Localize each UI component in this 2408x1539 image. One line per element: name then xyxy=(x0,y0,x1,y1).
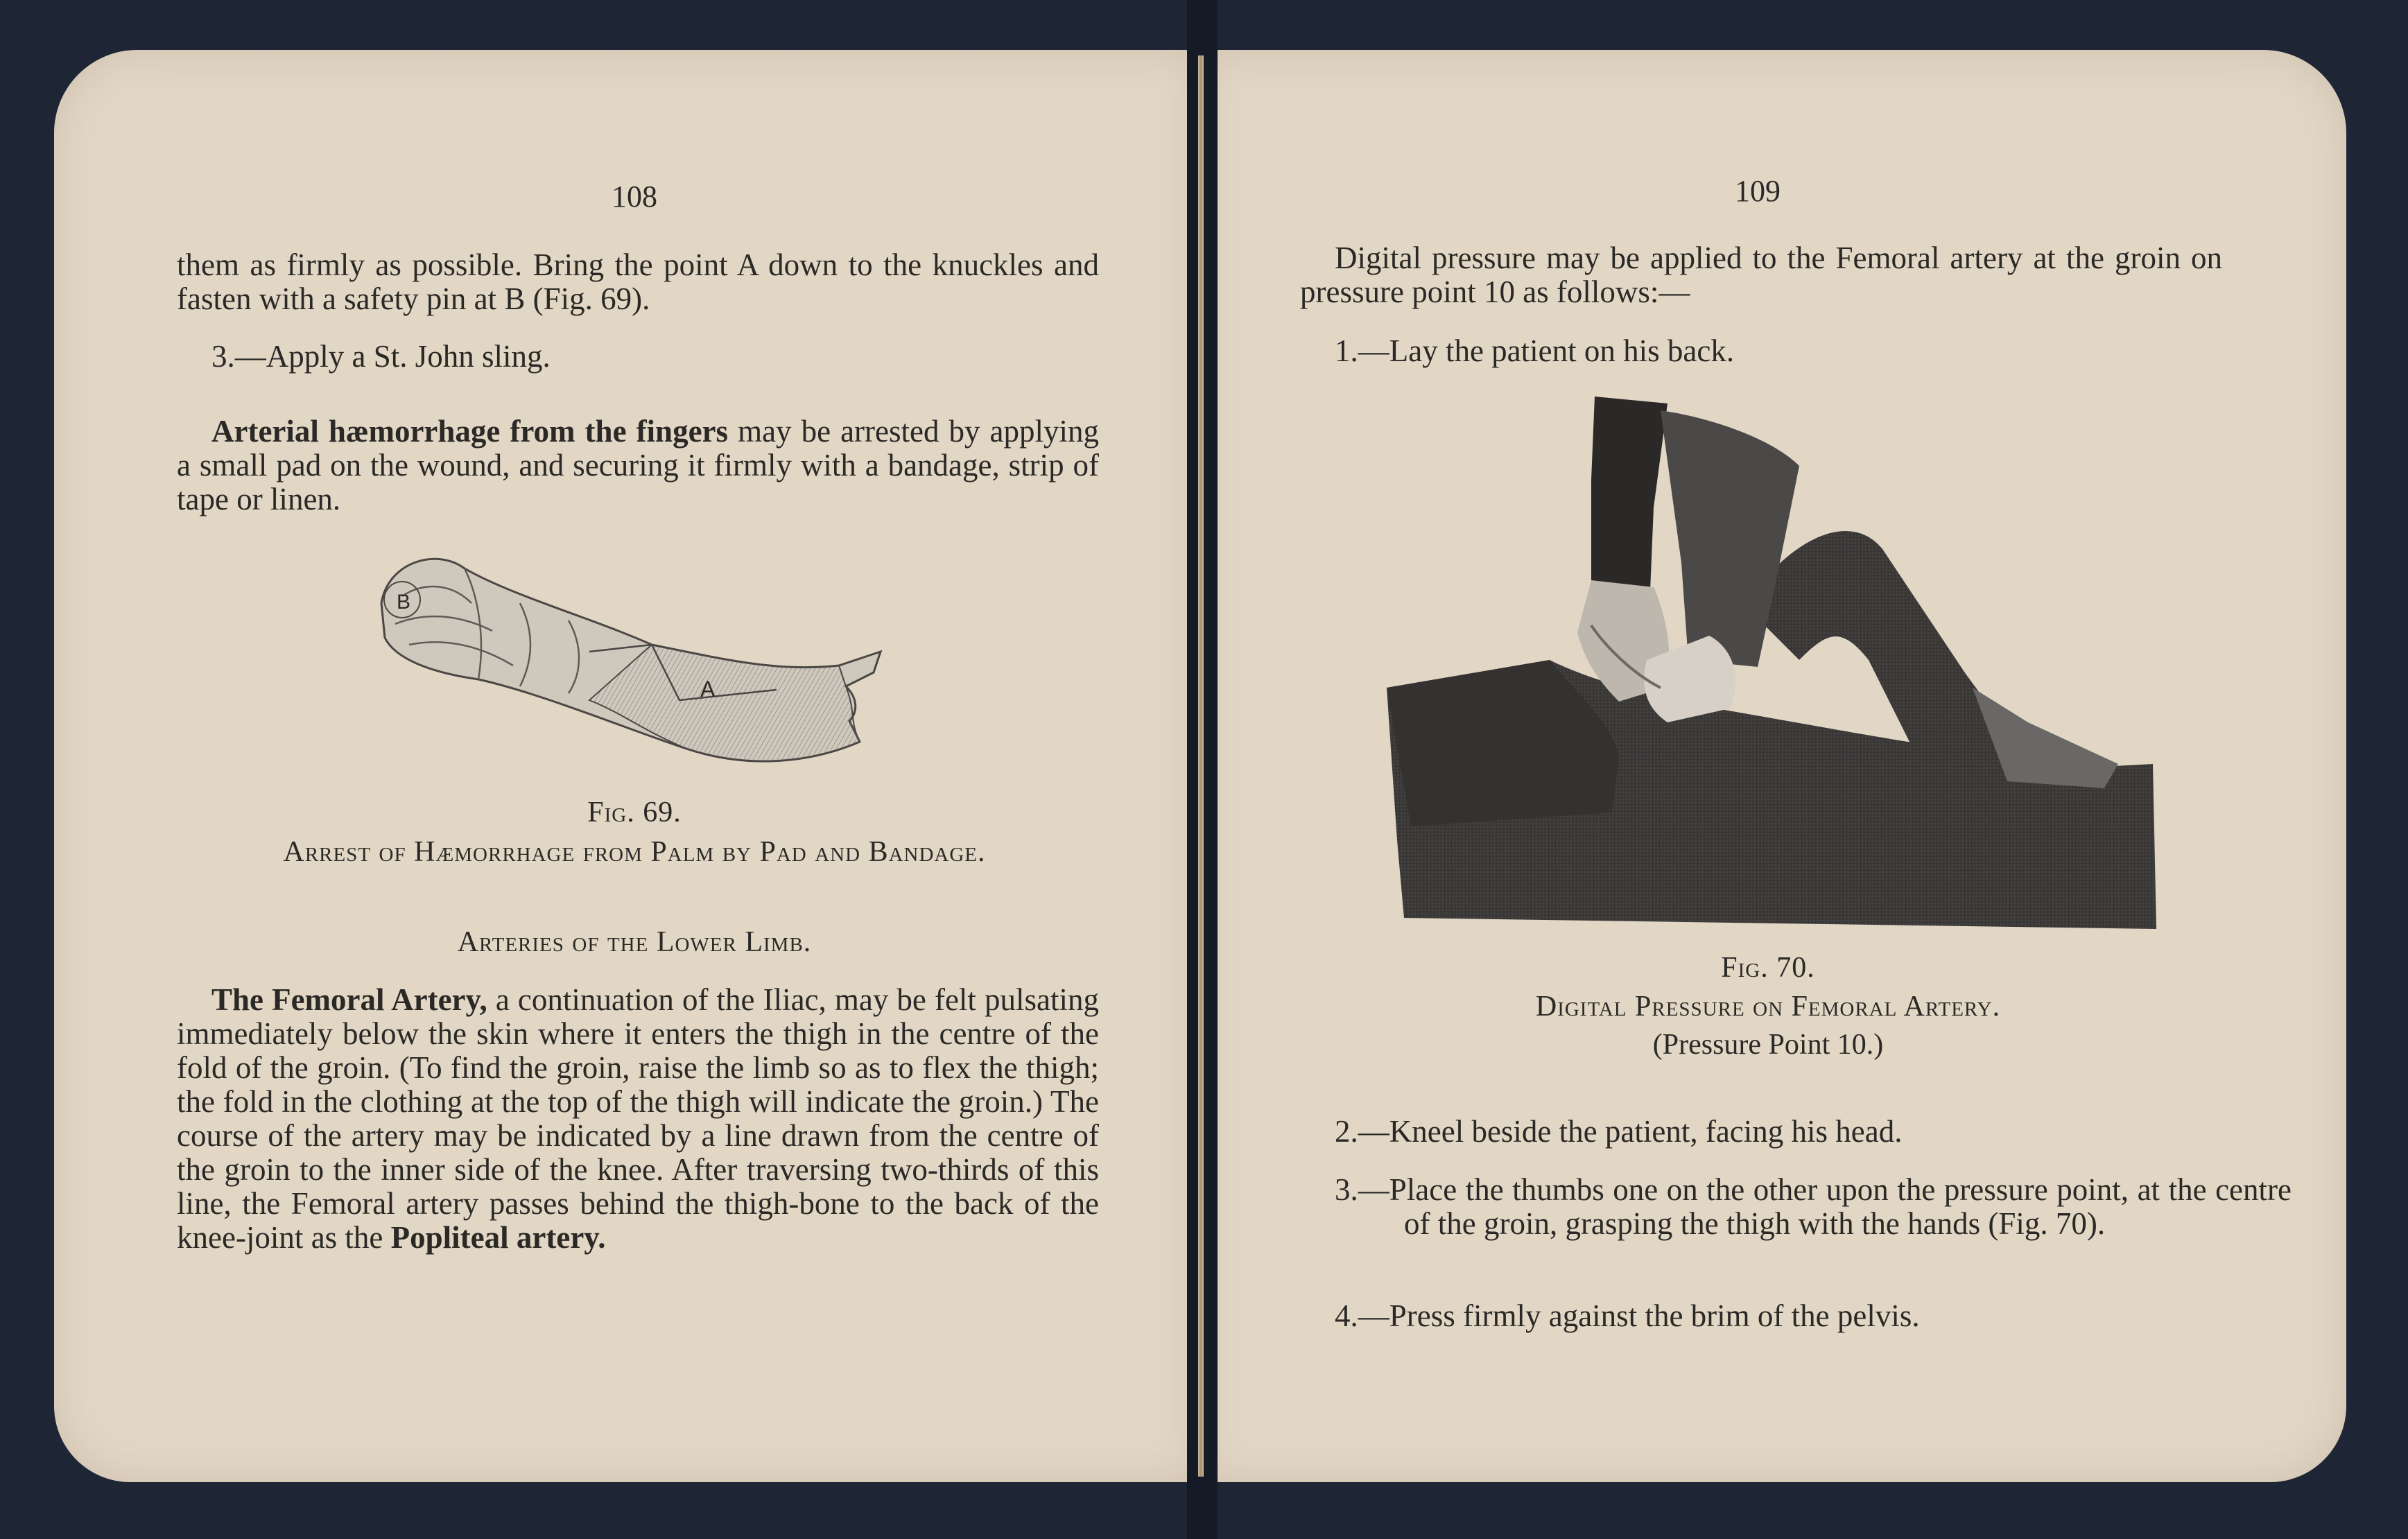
femoral-artery-text: a continuation of the Iliac, may be felt pulsating immediately below the skin where it enters the thigh in the centre of the fold of the groin. (To find the groin, raise the limb so as to flex the thigh; the fold in the clothing at the top of the thigh will indicate the groin.) The course of the artery may be indicated by a line drawn from the centre of the groin to the inner side of the knee. After traversing two-thirds of this line, the Femoral artery passes behind the thigh-bone to the back of the knee-joint as the xyxy=(177,982,1100,1255)
page-number-left: 108 xyxy=(612,180,657,214)
finger-haemorrhage-heading: Arterial hæmorrhage from the fingers xyxy=(211,414,729,449)
figure-69-caption: Arrest of Hæmorrhage from Palm by Pad and Bandage. xyxy=(283,836,986,868)
gutter-fold xyxy=(1198,55,1204,1477)
figure-70-caption: Digital Pressure on Femoral Artery. xyxy=(1535,991,2001,1023)
page-number-right: 109 xyxy=(1735,174,1781,208)
step-kneel: 2.—Kneel beside the patient, facing his head. xyxy=(1335,1114,1903,1149)
paragraph-continuation: them as firmly as possible. Bring the point A down to the knuckles and fasten with a safety pin at B (Fig. 69). xyxy=(177,247,1099,316)
figure-70-photo-pressure xyxy=(1383,397,2160,929)
figure-70-label: Fig. 70. xyxy=(1721,952,1815,984)
figure-69-point-a: A xyxy=(700,677,716,702)
section-heading-lower-limb: Arteries of the Lower Limb. xyxy=(457,926,812,958)
figure-69-label: Fig. 69. xyxy=(587,797,682,828)
femoral-artery-heading: The Femoral Artery, xyxy=(211,982,487,1017)
step-press-firmly: 4.—Press firmly against the brim of the pelvis. xyxy=(1335,1298,1920,1333)
figure-69-bandaged-arm xyxy=(361,541,901,797)
figure-70-subcaption: (Pressure Point 10.) xyxy=(1652,1029,1884,1061)
step-place-thumbs: 3.—Place the thumbs one on the other upon the pressure point, at the centre of the groin, grasping the thigh with the hands (Fig. 70). xyxy=(1335,1172,2292,1241)
figure-69-point-b: B xyxy=(397,591,411,614)
popliteal-artery-term: Popliteal artery. xyxy=(390,1220,606,1255)
step-apply-sling: 3.—Apply a St. John sling. xyxy=(211,339,551,374)
paragraph-femoral-artery xyxy=(177,983,1099,1255)
paragraph-digital-pressure: Digital pressure may be applied to the Femoral artery at the groin on pressure point 10 as follows:— xyxy=(1300,241,2222,309)
finger-haemorrhage-text: may be arrested by applying a small pad on the wound, and securing it firmly with a bandage, strip of tape or linen. xyxy=(177,414,1099,516)
step-lay-patient: 1.—Lay the patient on his back. xyxy=(1335,333,1735,368)
paragraph-finger-haemorrhage xyxy=(177,415,1099,516)
